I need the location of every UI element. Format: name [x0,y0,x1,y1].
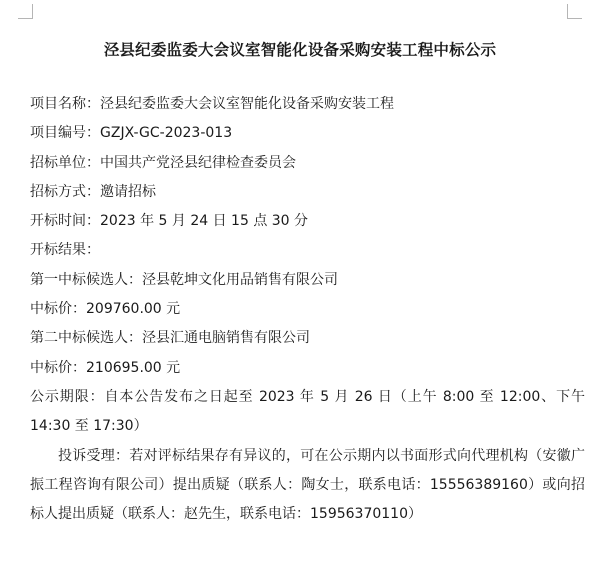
document-title: 泾县纪委监委大会议室智能化设备采购安装工程中标公示 [103,41,497,59]
document-body [30,90,585,529]
page-corner-mark-left [18,4,33,19]
page-corner-mark-right [567,4,582,19]
second-candidate: 第二中标候选人：泾县汇通电脑销售有限公司 [30,330,310,347]
project-number: 项目编号：GZJX-GC-2023-013 [30,125,233,142]
bid-result-heading: 开标结果： [30,242,100,259]
tendering-unit: 招标单位：中国共产党泾县纪律检查委员会 [30,154,296,171]
tender-method: 招标方式：邀请招标 [30,183,156,200]
project-name: 项目名称：泾县纪委监委大会议室智能化设备采购安装工程 [30,96,394,112]
second-bid-price: 中标价：210695.00 元 [30,359,181,376]
first-bid-price: 中标价：209760.00 元 [30,301,181,318]
first-candidate: 第一中标候选人：泾县乾坤文化用品销售有限公司 [30,271,338,288]
bid-opening-time: 开标时间：2023 年 5 月 24 日 15 点 30 分 [30,213,309,230]
publicity-period: 公示期限：自本公告发布之日起至 2023 年 5 月 26 日（上午 8:00 至 12:00、下午 14:30 至 17:30） [30,388,585,435]
complaint-paragraph: 投诉受理：若对评标结果存有异议的，可在公示期内以书面形式向代理机构（安徽广振工程咨询有限公司）提出质疑（联系人：陶女士，联系电话：15556389160）或向招标人提出质疑（联系人：赵先生，联系电话：15956370110） [30,447,585,523]
